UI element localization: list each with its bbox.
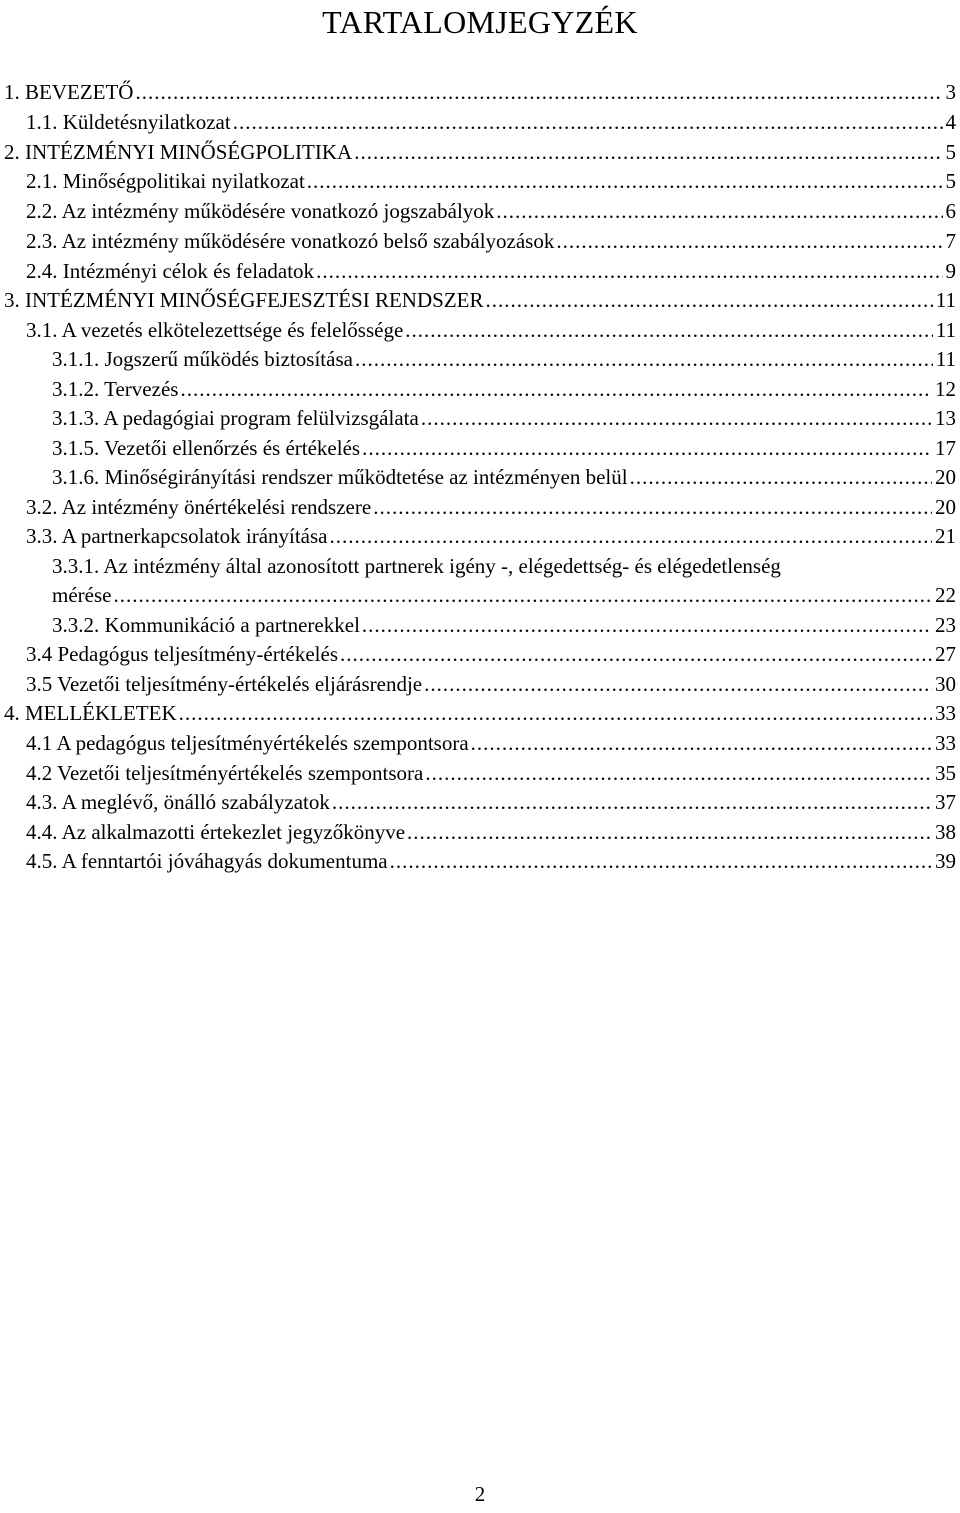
toc-entry-label-line1[interactable]: 3.3.1. Az intézmény által azonosított partnerek igény -, elégedettség- és elégedetlenség bbox=[52, 554, 781, 578]
toc-entry[interactable] bbox=[26, 257, 956, 285]
toc-entry-page: 20 bbox=[935, 495, 956, 519]
toc-dot-leader bbox=[113, 581, 932, 609]
toc-entry-label: 3.2. Az intézmény önértékelési rendszere bbox=[26, 495, 372, 519]
toc-entry-label: 4.3. A meglévő, önálló szabályzatok bbox=[26, 790, 330, 814]
toc-dot-leader bbox=[485, 286, 932, 314]
toc-dot-leader bbox=[233, 108, 943, 136]
toc-entry[interactable] bbox=[26, 316, 956, 344]
toc-entry[interactable] bbox=[26, 197, 956, 225]
toc-dot-leader bbox=[405, 316, 933, 344]
toc-entry-label: 2.4. Intézményi célok és feladatok bbox=[26, 259, 315, 283]
toc-entry[interactable] bbox=[26, 847, 956, 875]
toc-entry[interactable] bbox=[26, 227, 956, 255]
toc-entry[interactable] bbox=[52, 581, 956, 609]
toc-entry-label: 2.3. Az intézmény működésére vonatkozó belső szabályozások bbox=[26, 229, 555, 253]
toc-entry-label: 3.1.2. Tervezés bbox=[52, 377, 179, 401]
toc-entry[interactable] bbox=[26, 729, 956, 757]
toc-entry[interactable] bbox=[26, 670, 956, 698]
toc-entry-page: 6 bbox=[945, 199, 956, 223]
toc-dot-leader bbox=[307, 167, 943, 195]
toc-entry-label: 3.3.2. Kommunikáció a partnerekkel bbox=[52, 613, 360, 637]
toc-dot-leader bbox=[354, 138, 942, 166]
toc-entry[interactable] bbox=[26, 788, 956, 816]
toc-entry-page: 7 bbox=[945, 229, 956, 253]
toc-entry-label: 4.5. A fenntartói jóváhagyás dokumentuma bbox=[26, 849, 388, 873]
toc-dot-leader bbox=[373, 493, 932, 521]
toc-entry[interactable] bbox=[26, 493, 956, 521]
toc-dot-leader bbox=[496, 197, 942, 225]
toc-entry[interactable] bbox=[26, 522, 956, 550]
toc-dot-leader bbox=[421, 404, 932, 432]
toc-entry-label: 4.2 Vezetői teljesítményértékelés szempontsora bbox=[26, 761, 424, 785]
toc-dot-leader bbox=[332, 788, 932, 816]
toc-dot-leader bbox=[362, 434, 932, 462]
toc-entry-page: 13 bbox=[935, 406, 956, 430]
toc-entry-label: 3.1.5. Vezetői ellenőrzés és értékelés bbox=[52, 436, 361, 460]
toc-entry-page: 33 bbox=[935, 701, 956, 725]
toc-entry-page: 17 bbox=[935, 436, 956, 460]
toc-entry[interactable] bbox=[52, 611, 956, 639]
toc-entry[interactable] bbox=[4, 138, 956, 166]
toc-entry-label: 4. MELLÉKLETEK bbox=[4, 701, 177, 725]
toc-entry-label: 4.4. Az alkalmazotti értekezlet jegyzőkönyve bbox=[26, 820, 406, 844]
toc-dot-leader bbox=[179, 699, 932, 727]
toc-entry[interactable] bbox=[26, 108, 956, 136]
toc-entry-label: 2. INTÉZMÉNYI MINŐSÉGPOLITIKA bbox=[4, 140, 353, 164]
toc-dot-leader bbox=[424, 670, 932, 698]
toc-entry-page: 21 bbox=[935, 524, 956, 548]
toc-entry-page: 5 bbox=[945, 140, 956, 164]
page-title: TARTALOMJEGYZÉK bbox=[322, 4, 638, 40]
toc-dot-leader bbox=[330, 522, 933, 550]
toc-entry-page: 35 bbox=[935, 761, 956, 785]
toc-entry-label: 2.2. Az intézmény működésére vonatkozó jogszabályok bbox=[26, 199, 495, 223]
toc-entry-page: 3 bbox=[945, 80, 956, 104]
toc-dot-leader bbox=[180, 375, 932, 403]
toc-entry-page: 27 bbox=[935, 642, 956, 666]
toc-entry-label: 3.3. A partnerkapcsolatok irányítása bbox=[26, 524, 328, 548]
toc-entry-page: 23 bbox=[935, 613, 956, 637]
toc-entry-page: 20 bbox=[935, 465, 956, 489]
toc-entry-page: 22 bbox=[935, 583, 956, 607]
toc-entry[interactable] bbox=[26, 818, 956, 846]
toc-entry-label: 3.4 Pedagógus teljesítmény-értékelés bbox=[26, 642, 338, 666]
toc-entry[interactable] bbox=[52, 434, 956, 462]
toc-entry[interactable] bbox=[26, 640, 956, 668]
toc-dot-leader bbox=[425, 759, 932, 787]
toc-entry-label: 3.1. A vezetés elkötelezettsége és felelőssége bbox=[26, 318, 404, 342]
toc-dot-leader bbox=[556, 227, 942, 255]
toc-dot-leader bbox=[316, 257, 942, 285]
toc-entry-label: 4.1 A pedagógus teljesítményértékelés szempontsora bbox=[26, 731, 469, 755]
toc-entry[interactable] bbox=[26, 167, 956, 195]
toc-dot-leader bbox=[135, 78, 942, 106]
toc-entry-page: 11 bbox=[935, 288, 956, 312]
toc-entry-page: 11 bbox=[935, 347, 956, 371]
toc-entry-page: 38 bbox=[935, 820, 956, 844]
toc-entry[interactable] bbox=[52, 463, 956, 491]
toc-entry-label: 3.1.6. Minőségirányítási rendszer működtetése az intézményen belül bbox=[52, 465, 628, 489]
toc-dot-leader bbox=[340, 640, 932, 668]
toc-dot-leader bbox=[362, 611, 932, 639]
toc-entry-page: 39 bbox=[935, 849, 956, 873]
toc-entry-page: 4 bbox=[945, 110, 956, 134]
toc-entry-page: 37 bbox=[935, 790, 956, 814]
toc-entry-page: 9 bbox=[945, 259, 956, 283]
toc-entry-page: 11 bbox=[935, 318, 956, 342]
toc-entry-page: 12 bbox=[935, 377, 956, 401]
toc-entry[interactable] bbox=[4, 78, 956, 106]
toc-entry[interactable] bbox=[52, 404, 956, 432]
toc-entry-label: 3.5 Vezetői teljesítmény-értékelés eljárásrendje bbox=[26, 672, 423, 696]
toc-entry-page: 33 bbox=[935, 731, 956, 755]
toc-entry-page: 5 bbox=[945, 169, 956, 193]
toc-entry-label: 1.1. Küldetésnyilatkozat bbox=[26, 110, 231, 134]
toc-entry-label: 2.1. Minőségpolitikai nyilatkozat bbox=[26, 169, 305, 193]
toc-entry-page: 30 bbox=[935, 672, 956, 696]
toc-entry[interactable] bbox=[4, 699, 956, 727]
toc-entry[interactable] bbox=[4, 286, 956, 314]
toc-dot-leader bbox=[630, 463, 932, 491]
toc-entry[interactable] bbox=[52, 375, 956, 403]
toc-dot-leader bbox=[390, 847, 932, 875]
toc-entry-label: 3. INTÉZMÉNYI MINŐSÉGFEJESZTÉSI RENDSZER bbox=[4, 288, 484, 312]
toc-entry-label: mérése bbox=[52, 583, 112, 607]
toc-entry[interactable] bbox=[52, 345, 956, 373]
toc-dot-leader bbox=[355, 345, 933, 373]
toc-entry[interactable] bbox=[26, 759, 956, 787]
toc-dot-leader bbox=[471, 729, 932, 757]
toc-entry-label: 1. BEVEZETŐ bbox=[4, 80, 134, 104]
page-number: 2 bbox=[474, 1482, 486, 1506]
toc-entry-label: 3.1.1. Jogszerű működés biztosítása bbox=[52, 347, 353, 371]
toc-dot-leader bbox=[407, 818, 932, 846]
toc-entry-label: 3.1.3. A pedagógiai program felülvizsgálata bbox=[52, 406, 419, 430]
